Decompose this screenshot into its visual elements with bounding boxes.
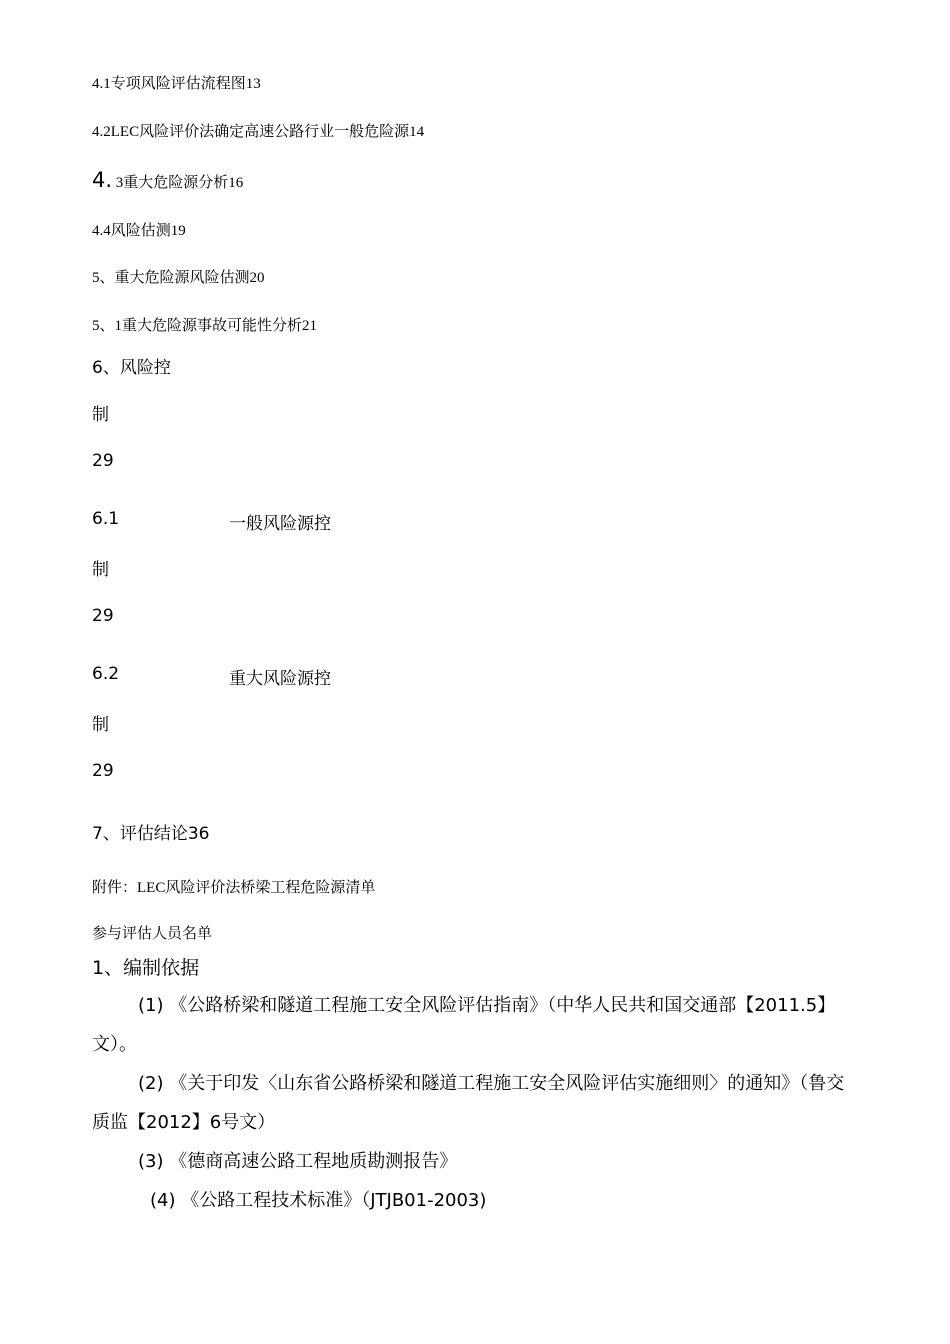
toc-entry-4-3-text: 3重大危险源分析16 xyxy=(115,175,244,191)
basis-item-2: (2) 《关于印发〈山东省公路桥梁和隧道工程施工安全风险评估实施细则〉的通知》（鲁交质监【2012】6号文） xyxy=(92,1073,845,1133)
section-heading: 1、编制依据 xyxy=(92,957,200,979)
toc-entry-6: 6、风险控 xyxy=(92,358,171,378)
toc-entry-6-2-number: 6.2 xyxy=(92,664,120,684)
toc-entry-4-2: 4.2LEC风险评价法确定高速公路行业一般危险源14 xyxy=(92,124,425,140)
toc-entry-4-3-number: 4. xyxy=(92,168,113,192)
toc-entry-6-1-page: 29 xyxy=(92,606,114,626)
toc-entry-5-1: 5、1重大危险源事故可能性分析21 xyxy=(92,318,318,334)
toc-entry-4-4: 4.4风险估测19 xyxy=(92,223,186,239)
basis-list xyxy=(92,986,862,1220)
toc-entry-7: 7、评估结论36 xyxy=(92,824,210,844)
toc-entry-6-2-page: 29 xyxy=(92,761,114,781)
toc-entry-6-2-title: 重大风险源控 xyxy=(229,669,331,689)
toc-entry-6-1-title: 一般风险源控 xyxy=(229,514,331,534)
basis-item-1: (1) 《公路桥梁和隧道工程施工安全风险评估指南》（中华人民共和国交通部【2011.5】文）。 xyxy=(92,995,836,1055)
toc-entry-appendix: 附件：LEC风险评价法桥梁工程危险源清单 xyxy=(92,880,376,896)
toc-entry-4-1: 4.1专项风险评估流程图13 xyxy=(92,76,261,92)
toc-entry-4-3 xyxy=(92,168,243,192)
toc-entry-6-cont: 制 xyxy=(92,405,109,425)
basis-item-3: (3) 《德商高速公路工程地质勘测报告》 xyxy=(138,1151,458,1172)
toc-entry-personnel: 参与评估人员名单 xyxy=(92,926,213,942)
toc-entry-6-page: 29 xyxy=(92,451,114,471)
toc-entry-5: 5、重大危险源风险估测20 xyxy=(92,270,265,286)
toc-entry-6-1-number: 6.1 xyxy=(92,509,120,529)
basis-item-4: (4) 《公路工程技术标准》（JTJB01-2003) xyxy=(150,1190,487,1211)
toc-entry-6-2-cont: 制 xyxy=(92,715,109,735)
toc-entry-6-1-cont: 制 xyxy=(92,560,109,580)
